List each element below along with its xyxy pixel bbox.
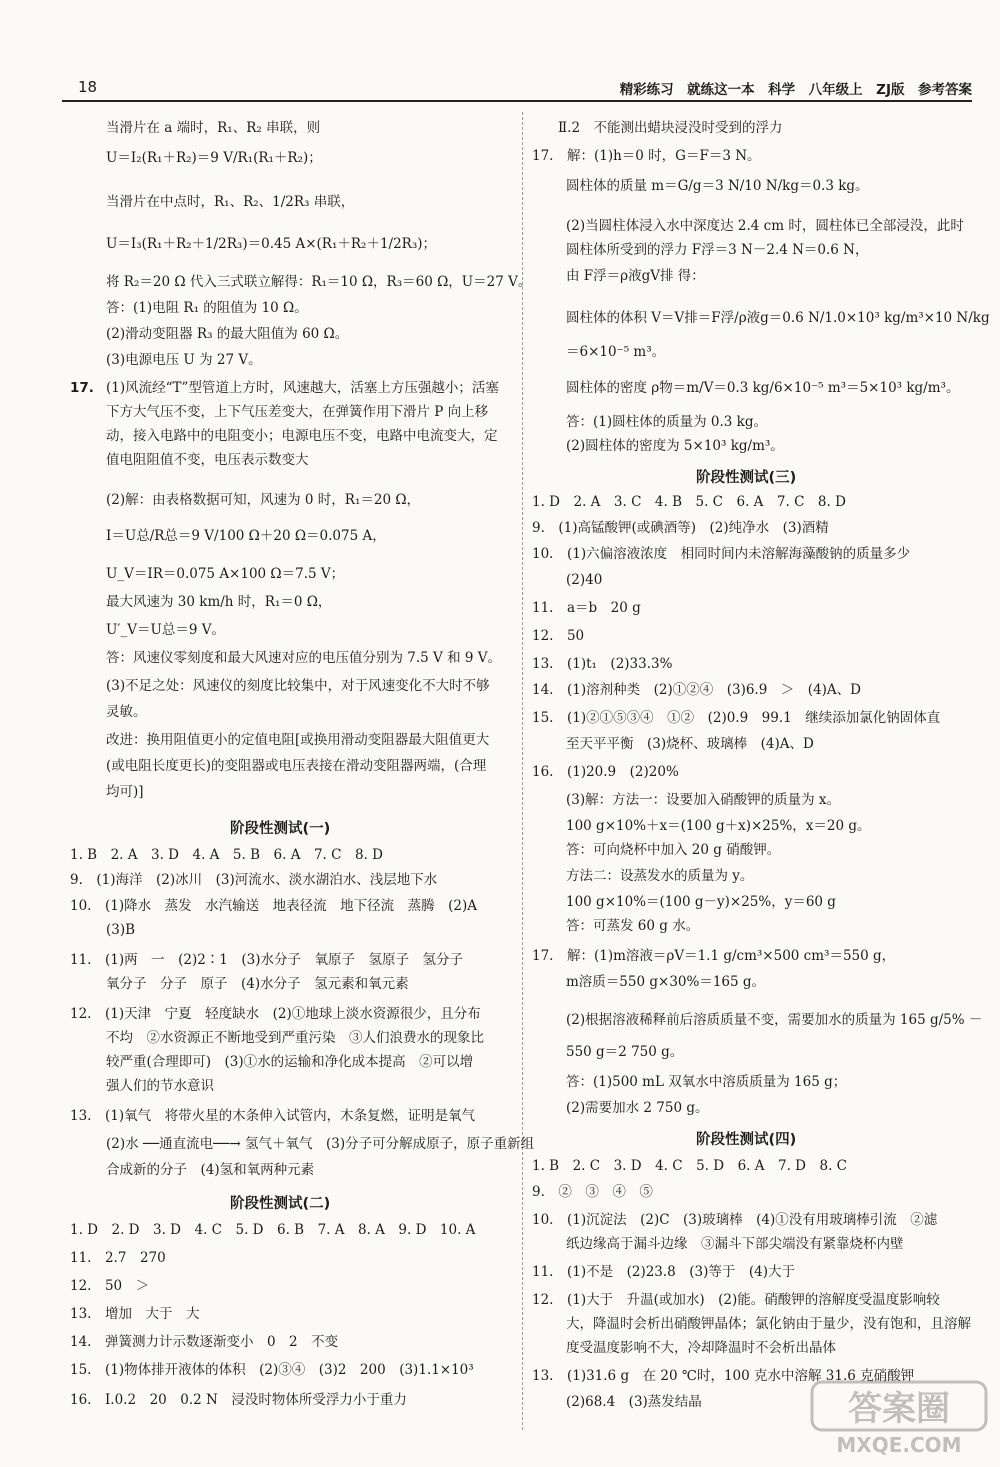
formula-line: 圆柱体的体积 V＝V排＝F浮/ρ液g＝0.6 N/1.0×10³ kg/m³×10 N/kg <box>566 310 990 326</box>
text-line: 灵敏。 <box>106 704 147 720</box>
answer-line: 1. B 2. A 3. D 4. A 5. B 6. A 7. C 8. D <box>70 847 383 863</box>
text-line: (3)电源电压 U 为 27 V。 <box>106 352 262 368</box>
answer-line: (2)68.4 (3)蒸发结晶 <box>566 1394 702 1410</box>
answer-line: (2)水 ──通直流电──→ 氢气＋氧气 (3)分子可分解成原子，原子重新组 <box>106 1136 535 1152</box>
page-header <box>62 70 972 102</box>
answer-line: 15. (1)②①⑤③④ ①② (2)0.9 99.1 继续添加氯化钠固体直 <box>532 710 941 726</box>
text-line: (2)滑动变阻器 R₃ 的最大阻值为 60 Ω。 <box>106 326 349 342</box>
text-line: 改进：换用阻值更小的定值电阻[或换用滑动变阻器最大阻值更大 <box>106 732 490 748</box>
section-title: 阶段性测试(一) <box>230 821 331 837</box>
answer-line: 纸边缘高于漏斗边缘 ③漏斗下部尖端没有紧靠烧杯内壁 <box>566 1236 904 1252</box>
watermark-url: MXQE.COM <box>836 1433 962 1457</box>
text-line: 答：风速仪零刻度和最大风速对应的电压值分别为 7.5 V 和 9 V。 <box>106 650 502 666</box>
running-title: 精彩练习 就练这一本 科学 八年级上 ZJ版 参考答案 <box>619 82 972 98</box>
text-line: 答：可蒸发 60 g 水。 <box>566 918 700 934</box>
text-line: 当滑片在 a 端时，R₁、R₂ 串联，则 <box>106 120 321 136</box>
text-line: (3)不足之处：风速仪的刻度比较集中，对于风速变化不大时不够 <box>106 678 490 694</box>
answer-line: 13. (1)31.6 g 在 20 ℃时，100 克水中溶解 31.6 克硝酸钾 <box>532 1368 915 1384</box>
section-title: 阶段性测试(二) <box>230 1196 331 1212</box>
answer-line: 11. (1)不是 (2)23.8 (3)等于 (4)大于 <box>532 1264 796 1280</box>
formula-line: 圆柱体的密度 ρ物＝m/V＝0.3 kg/6×10⁻⁵ m³＝5×10³ kg/m³。 <box>566 380 960 396</box>
formula-line: (2)根据溶液稀释前后溶质质量不变，需要加水的质量为 165 g/5% － <box>566 1012 983 1028</box>
answer-line: 较严重(合理即可) (3)①水的运输和净化成本提高 ②可以增 <box>106 1054 474 1070</box>
text-line: (2)圆柱体的密度为 5×10³ kg/m³。 <box>566 438 784 454</box>
formula-line: I＝U总/R总＝9 V/100 Ω＋20 Ω＝0.075 A， <box>106 528 386 544</box>
formula-line: 550 g＝2 750 g。 <box>566 1044 684 1060</box>
answer-line: 12. 50 ＞ <box>70 1278 150 1294</box>
answer-line: 10. (1)降水 蒸发 水汽输送 地表径流 地下径流 蒸腾 (2)A <box>70 898 477 914</box>
formula-line: U_V＝IR＝0.075 A×100 Ω＝7.5 V； <box>106 566 345 582</box>
page-number: 18 <box>78 78 98 96</box>
answer-line: 16. (1)20.9 (2)20% <box>532 764 679 780</box>
formula-line: U＝I₂(R₁＋R₂)＝9 V/R₁(R₁＋R₂)； <box>106 150 322 166</box>
answer-line: 氧分子 分子 原子 (4)水分子 氢元素和氧元素 <box>106 976 409 992</box>
text-line: (或电阻长度更长)的变阻器或电压表接在滑动变阻器两端，(合理 <box>106 758 487 774</box>
text-line: 值电阻阻值不变，电压表示数变大 <box>106 452 309 468</box>
formula-line: 100 g×10%＝(100 g－y)×25%，y＝60 g <box>566 894 836 910</box>
answer-line: 11. (1)两 一 (2)2∶1 (3)水分子 氧原子 氢原子 氢分子 <box>70 952 464 968</box>
answer-line: 11. 2.7 270 <box>70 1250 166 1266</box>
answer-line: 合成新的分子 (4)氢和氧两种元素 <box>106 1162 315 1178</box>
answer-line: 12. (1)天津 宁夏 轻度缺水 (2)①地球上淡水资源很少，且分布 <box>70 1006 481 1022</box>
text-line: 均可)] <box>106 784 144 800</box>
text-line: 将 R₂＝20 Ω 代入三式联立解得：R₁＝10 Ω，R₃＝60 Ω，U＝27 V。 <box>106 274 532 290</box>
formula-line: 由 F浮＝ρ液gV排 得： <box>566 268 705 284</box>
text-line: (2)当圆柱体浸入水中深度达 2.4 cm 时，圆柱体已全部浸没，此时 <box>566 218 964 234</box>
answer-line: 至天平平衡 (3)烧杯、玻璃棒 (4)A、D <box>566 736 814 752</box>
text-line: 下方大气压不变，上下气压差变大，在弹簧作用下滑片 P 向上移 <box>106 404 489 420</box>
formula-line: U＝I₃(R₁＋R₂＋1/2R₃)＝0.45 A×(R₁＋R₂＋1/2R₃)； <box>106 236 437 252</box>
section-title: 阶段性测试(三) <box>696 470 797 486</box>
answer-line: 1. D 2. D 3. D 4. C 5. D 6. B 7. A 8. A 9. D 10. A <box>70 1222 476 1238</box>
text-line: (1)风流经“T”型管道上方时，风速越大，活塞上方压强越小；活塞 <box>106 380 499 396</box>
section-title: 阶段性测试(四) <box>696 1132 797 1148</box>
text-line: 动，接入电路中的电阻变小；电源电压不变，电路中电流变大，定 <box>106 428 498 444</box>
text-line: 答：可向烧杯中加入 20 g 硝酸钾。 <box>566 842 781 858</box>
column-divider <box>522 112 523 1430</box>
answer-line: 度受温度影响不大，冷却降温时不会析出晶体 <box>566 1340 836 1356</box>
watermark-logo <box>808 1378 990 1458</box>
answer-line: 11. a＝b 20 g <box>532 600 641 616</box>
answer-line: 17. 解：(1)h＝0 时，G＝F＝3 N。 <box>532 148 761 164</box>
text-line: 圆柱体所受到的浮力 F浮＝3 N－2.4 N＝0.6 N， <box>566 242 869 258</box>
answer-line: 10. (1)六偏溶液浓度 相同时间内未溶解海藻酸钠的质量多少 <box>532 546 911 562</box>
formula-line: U′_V＝U总＝9 V。 <box>106 622 225 638</box>
answer-line: 15. (1)物体排开液体的体积 (2)③④ (3)2 200 (3)1.1×10³ <box>70 1362 474 1378</box>
answer-line: 强人们的节水意识 <box>106 1078 214 1094</box>
answer-line: 12. 50 <box>532 628 585 644</box>
answer-line: 14. (1)溶剂种类 (2)①②④ (3)6.9 ＞ (4)A、D <box>532 682 862 698</box>
watermark-text: 答案圈 <box>848 1389 950 1429</box>
text-line: (2)需要加水 2 750 g。 <box>566 1100 709 1116</box>
formula-line: ＝6×10⁻⁵ m³。 <box>566 344 666 360</box>
answer-line: 9. (1)高锰酸钾(或碘酒等) (2)纯净水 (3)酒精 <box>532 520 829 536</box>
answer-line: 9. (1)海洋 (2)冰川 (3)河流水、淡水湖泊水、浅层地下水 <box>70 872 438 888</box>
answer-line: 12. (1)大于 升温(或加水) (2)能。硝酸钾的溶解度受温度影响较 <box>532 1292 940 1308</box>
answer-line: 9. ② ③ ④ ⑤ <box>532 1184 653 1200</box>
text-line: 答：(1)500 mL 双氧水中溶质质量为 165 g； <box>566 1074 847 1090</box>
text-line: (3)解：方法一：设要加入硝酸钾的质量为 x。 <box>566 792 841 808</box>
answer-line: 1. B 2. C 3. D 4. C 5. D 6. A 7. D 8. C <box>532 1158 848 1174</box>
answer-line: 14. 弹簧测力计示数逐渐变小 0 2 不变 <box>70 1334 339 1350</box>
answer-line: (3)B <box>106 922 136 938</box>
text-line: 当滑片在中点时，R₁、R₂、1/2R₃ 串联， <box>106 194 355 210</box>
text-line: Ⅱ.2 不能测出蜡块浸没时受到的浮力 <box>558 120 783 136</box>
answer-line: 17. 解：(1)m溶液＝ρV＝1.1 g/cm³×500 cm³＝550 g， <box>532 948 896 964</box>
answer-line: 16. Ⅰ.0.2 20 0.2 N 浸没时物体所受浮力小于重力 <box>70 1392 407 1408</box>
text-line: 最大风速为 30 km/h 时，R₁＝0 Ω， <box>106 594 332 610</box>
answer-line: 13. (1)氧气 将带火星的木条伸入试管内，木条复燃，证明是氧气 <box>70 1108 476 1124</box>
text-line: 答：(1)圆柱体的质量为 0.3 kg。 <box>566 414 767 430</box>
answer-line: (2)40 <box>566 572 603 588</box>
text-line: 答：(1)电阻 R₁ 的阻值为 10 Ω。 <box>106 300 308 316</box>
answer-line: 10. (1)沉淀法 (2)C (3)玻璃棒 (4)①没有用玻璃棒引流 ②滤 <box>532 1212 938 1228</box>
answer-line: 13. (1)t₁ (2)33.3% <box>532 656 673 672</box>
formula-line: m溶质＝550 g×30%＝165 g。 <box>566 974 766 990</box>
formula-line: 100 g×10%＋x＝(100 g＋x)×25%，x＝20 g。 <box>566 818 871 834</box>
answer-line: 1. D 2. A 3. C 4. B 5. C 6. A 7. C 8. D <box>532 494 846 510</box>
answer-line: 大，降温时会析出硝酸钾晶体；氯化钠由于量少，没有饱和，且溶解 <box>566 1316 971 1332</box>
text-line: (2)解：由表格数据可知，风速为 0 时，R₁＝20 Ω， <box>106 492 421 508</box>
formula-line: 圆柱体的质量 m＝G/g＝3 N/10 N/kg＝0.3 kg。 <box>566 178 869 194</box>
answer-line: 不均 ②水资源正不断地受到严重污染 ③人们浪费水的现象比 <box>106 1030 484 1046</box>
text-line: 方法二：设蒸发水的质量为 y。 <box>566 868 754 884</box>
answer-line: 13. 增加 大于 大 <box>70 1306 200 1322</box>
question-number: 17. <box>70 380 94 396</box>
